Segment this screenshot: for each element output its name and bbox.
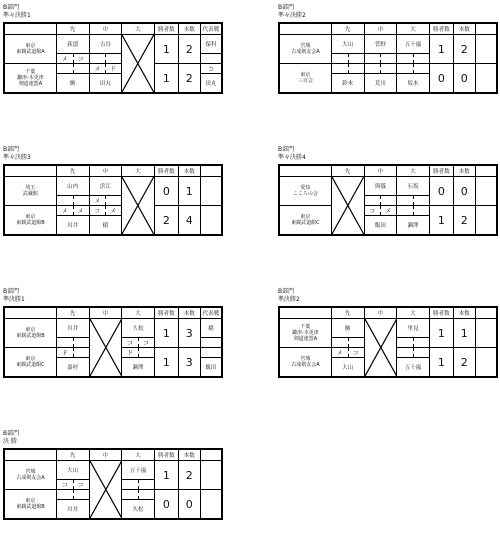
bracket-block bbox=[3, 288, 223, 378]
mark-row bbox=[4, 64, 222, 74]
mark-right bbox=[348, 64, 364, 73]
bracket-block bbox=[278, 4, 498, 94]
wins-count: 0 bbox=[154, 177, 178, 206]
bout-marks bbox=[397, 54, 430, 64]
mark-right: コ bbox=[352, 350, 359, 357]
mark-right bbox=[105, 54, 121, 63]
bout-marks bbox=[397, 348, 430, 358]
wins-count: 1 bbox=[154, 35, 178, 64]
team-name: 東京 東観武道館B bbox=[4, 490, 56, 520]
column-header: 大 bbox=[397, 23, 430, 35]
mark-right bbox=[138, 480, 154, 489]
rep-empty bbox=[475, 206, 497, 236]
column-header: 勝者数 bbox=[154, 165, 178, 177]
mark-left bbox=[365, 54, 382, 63]
mark-right bbox=[380, 64, 396, 73]
column-header: 勝者数 bbox=[154, 307, 178, 319]
no-bout-cross bbox=[89, 461, 122, 520]
round-label: 準々決勝2 bbox=[278, 12, 306, 19]
points-count: 0 bbox=[178, 490, 200, 520]
player-name: 荒川 bbox=[364, 74, 397, 94]
division-label: B部門 bbox=[278, 146, 295, 153]
rep-empty bbox=[475, 348, 497, 378]
header-corner bbox=[4, 165, 56, 177]
team-name: 愛知 こころの会 bbox=[279, 177, 331, 206]
player-name: 川井 bbox=[56, 216, 89, 236]
bout-table bbox=[3, 448, 223, 520]
mark-left bbox=[57, 64, 74, 73]
mark-right bbox=[380, 54, 396, 63]
column-header: 中 bbox=[89, 449, 122, 461]
mark-right bbox=[138, 348, 154, 357]
player-name: 久松 bbox=[122, 319, 155, 338]
team-name: 東京 東観武道館C bbox=[279, 206, 331, 236]
bout-table bbox=[278, 22, 498, 94]
bracket-block bbox=[278, 146, 498, 236]
mark-row bbox=[279, 206, 497, 216]
bout-marks bbox=[56, 490, 89, 500]
bout-marks bbox=[89, 196, 122, 206]
player-name: 荻漬 bbox=[56, 35, 89, 54]
bout-marks bbox=[89, 206, 122, 216]
column-header: 大 bbox=[397, 307, 430, 319]
mark-left bbox=[57, 490, 74, 499]
wins-count: 1 bbox=[429, 348, 453, 378]
player-name: 古谷 bbox=[89, 35, 122, 54]
bout-marks bbox=[56, 196, 89, 206]
points-count: 2 bbox=[178, 461, 200, 490]
rep-player: 稲 bbox=[200, 319, 222, 338]
bout-marks bbox=[364, 64, 397, 74]
team-row bbox=[4, 319, 222, 338]
mark-right bbox=[413, 54, 429, 63]
team-name: 東京 東観武道館B bbox=[4, 206, 56, 236]
bout-marks bbox=[397, 206, 430, 216]
points-count: 1 bbox=[178, 177, 200, 206]
mark-left bbox=[397, 338, 414, 347]
round-label: 準決勝1 bbox=[3, 296, 25, 303]
team-name: 埼玉 武蔵館 bbox=[4, 177, 56, 206]
mark-left bbox=[397, 54, 414, 63]
team-row bbox=[4, 461, 222, 480]
column-header: 代表戦 bbox=[200, 307, 222, 319]
mark-left: メ bbox=[57, 54, 74, 63]
column-header: 大 bbox=[397, 165, 430, 177]
player-name: 浜江 bbox=[89, 177, 122, 196]
mark-right: コ bbox=[77, 482, 84, 489]
mark-left: メ bbox=[90, 196, 107, 205]
player-name: 五十嵐 bbox=[397, 35, 430, 54]
player-name: 山内 bbox=[56, 177, 89, 196]
bout-marks bbox=[331, 54, 364, 64]
round-label: 決 勝 bbox=[3, 438, 17, 445]
mark-left: コ bbox=[57, 480, 74, 489]
points-count: 2 bbox=[178, 64, 200, 94]
round-label: 準決勝2 bbox=[278, 296, 300, 303]
player-name: 瀬澤 bbox=[122, 358, 155, 378]
wins-count: 0 bbox=[429, 177, 453, 206]
wins-count: 1 bbox=[154, 461, 178, 490]
bout-marks bbox=[122, 490, 155, 500]
team-row bbox=[279, 177, 497, 196]
points-count: 0 bbox=[453, 64, 475, 94]
mark-right bbox=[380, 196, 396, 205]
mark-left bbox=[397, 206, 414, 215]
no-bout-cross bbox=[364, 319, 397, 378]
rep-empty bbox=[200, 490, 222, 520]
bracket-block bbox=[3, 4, 223, 94]
round-label: 準々決勝3 bbox=[3, 154, 31, 161]
rep-empty bbox=[200, 177, 222, 206]
mark-right bbox=[413, 206, 429, 215]
wins-count: 2 bbox=[154, 206, 178, 236]
mark-left bbox=[365, 64, 382, 73]
mark-right bbox=[73, 196, 89, 205]
mark-left: コ bbox=[122, 338, 139, 347]
header-corner bbox=[4, 449, 56, 461]
team-row bbox=[4, 35, 222, 54]
rep-empty bbox=[475, 319, 497, 348]
bout-marks bbox=[56, 206, 89, 216]
mark-right: メ bbox=[77, 208, 84, 215]
rep-empty bbox=[200, 461, 222, 490]
no-bout-cross bbox=[331, 177, 364, 236]
column-header: 中 bbox=[364, 307, 397, 319]
column-header: 先 bbox=[331, 23, 364, 35]
team-name: 東京 東観武道館B bbox=[4, 319, 56, 348]
team-name: 東京 東観武道館A bbox=[4, 35, 56, 64]
mark-right bbox=[413, 64, 429, 73]
points-count: 3 bbox=[178, 348, 200, 378]
bracket-block bbox=[3, 146, 223, 236]
division-label: B部門 bbox=[3, 146, 20, 153]
rep-empty bbox=[475, 35, 497, 64]
rep-player: 飯田 bbox=[200, 358, 222, 378]
mark-right bbox=[348, 54, 364, 63]
column-header: 本数 bbox=[178, 23, 200, 35]
points-count: 3 bbox=[178, 319, 200, 348]
team-name: 宮城 古成剣友会A bbox=[4, 461, 56, 490]
no-bout-cross bbox=[89, 319, 122, 378]
bout-marks bbox=[364, 54, 397, 64]
column-header: 勝者数 bbox=[429, 307, 453, 319]
column-header: 勝者数 bbox=[154, 23, 178, 35]
division-label: B部門 bbox=[278, 288, 295, 295]
column-header: 代表戦 bbox=[200, 23, 222, 35]
mark-right bbox=[413, 196, 429, 205]
mark-right bbox=[413, 338, 429, 347]
column-header: 勝者数 bbox=[429, 23, 453, 35]
column-header: 中 bbox=[364, 165, 397, 177]
mark-row bbox=[279, 64, 497, 74]
column-header: 本数 bbox=[178, 165, 200, 177]
rep-mark: コ bbox=[200, 64, 222, 74]
header-corner bbox=[4, 307, 56, 319]
mark-right: コ bbox=[142, 340, 149, 347]
points-count: 2 bbox=[453, 348, 475, 378]
bout-marks bbox=[56, 348, 89, 358]
player-name: 大山 bbox=[56, 461, 89, 480]
points-count: 2 bbox=[178, 35, 200, 64]
mark-left bbox=[332, 64, 349, 73]
column-header bbox=[475, 23, 497, 35]
column-header: 勝者数 bbox=[154, 449, 178, 461]
player-name: 坂本 bbox=[397, 74, 430, 94]
header-corner bbox=[279, 23, 331, 35]
column-header: 本数 bbox=[453, 307, 475, 319]
column-header bbox=[200, 165, 222, 177]
points-count: 2 bbox=[453, 35, 475, 64]
mark-left: メ bbox=[57, 206, 74, 215]
column-header: 大 bbox=[122, 23, 155, 35]
player-name: 田丸 bbox=[89, 74, 122, 94]
mark-right: ド bbox=[110, 66, 117, 73]
mark-left: ド bbox=[57, 348, 74, 357]
bout-marks bbox=[397, 338, 430, 348]
mark-right bbox=[73, 490, 89, 499]
division-label: B部門 bbox=[3, 430, 20, 437]
player-name: 與儀 bbox=[364, 177, 397, 196]
no-bout-cross bbox=[122, 177, 155, 236]
bout-table bbox=[278, 306, 498, 378]
player-name: 石坂 bbox=[397, 177, 430, 196]
column-header: 勝者数 bbox=[429, 165, 453, 177]
mark-left: メ bbox=[332, 348, 349, 357]
mark-right: メ bbox=[385, 208, 392, 215]
points-count: 1 bbox=[453, 319, 475, 348]
column-header: 本数 bbox=[453, 165, 475, 177]
division-label: B部門 bbox=[278, 4, 295, 11]
column-header: 先 bbox=[56, 307, 89, 319]
mark-left bbox=[397, 196, 414, 205]
bout-marks bbox=[89, 64, 122, 74]
rep-player: 田丸 bbox=[200, 74, 222, 94]
division-label: B部門 bbox=[3, 288, 20, 295]
mark-left bbox=[122, 490, 139, 499]
player-name: 川井 bbox=[56, 319, 89, 338]
bracket-block bbox=[3, 430, 223, 520]
bout-marks bbox=[397, 64, 430, 74]
player-name: 稲 bbox=[89, 216, 122, 236]
column-header: 先 bbox=[56, 23, 89, 35]
column-header: 先 bbox=[56, 449, 89, 461]
bout-marks bbox=[364, 206, 397, 216]
no-bout-cross bbox=[122, 35, 155, 94]
mark-right bbox=[73, 64, 89, 73]
mark-right bbox=[105, 196, 121, 205]
bout-marks bbox=[331, 348, 364, 358]
header-corner bbox=[4, 23, 56, 35]
wins-count: 1 bbox=[429, 319, 453, 348]
column-header bbox=[475, 307, 497, 319]
mark-left bbox=[332, 54, 349, 63]
bout-table bbox=[3, 164, 223, 236]
mark-left bbox=[90, 54, 107, 63]
team-row bbox=[279, 35, 497, 54]
bout-marks bbox=[89, 54, 122, 64]
player-name: 鈴木 bbox=[331, 74, 364, 94]
player-name: 駒 bbox=[56, 74, 89, 94]
round-label: 準々決勝4 bbox=[278, 154, 306, 161]
points-count: 2 bbox=[453, 206, 475, 236]
player-name: 久松 bbox=[122, 500, 155, 520]
mark-right bbox=[73, 348, 89, 357]
rep-mark bbox=[200, 54, 222, 64]
column-header: 先 bbox=[331, 307, 364, 319]
column-header bbox=[200, 449, 222, 461]
mark-left: ド bbox=[122, 348, 139, 357]
wins-count: 1 bbox=[429, 35, 453, 64]
wins-count: 1 bbox=[429, 206, 453, 236]
bout-marks bbox=[122, 338, 155, 348]
team-name: 東京 三百会 bbox=[279, 64, 331, 94]
rep-player: 保科 bbox=[200, 35, 222, 54]
mark-right bbox=[73, 338, 89, 347]
round-label: 準々決勝1 bbox=[3, 12, 31, 19]
header-corner bbox=[279, 307, 331, 319]
mark-left bbox=[57, 196, 74, 205]
player-name: 五十嵐 bbox=[122, 461, 155, 480]
bout-marks bbox=[364, 196, 397, 206]
rep-empty bbox=[200, 206, 222, 236]
bout-table bbox=[3, 306, 223, 378]
division-label: B部門 bbox=[3, 4, 20, 11]
player-name: 大山 bbox=[331, 358, 364, 378]
bout-marks bbox=[331, 64, 364, 74]
player-name: 瀬澤 bbox=[397, 216, 430, 236]
wins-count: 1 bbox=[154, 348, 178, 378]
mark-left bbox=[397, 64, 414, 73]
bout-table bbox=[278, 164, 498, 236]
player-name: 嘉村 bbox=[56, 358, 89, 378]
mark-right: コ bbox=[77, 56, 84, 63]
bout-marks bbox=[56, 480, 89, 490]
team-name: 宮城 古成剣友会A bbox=[279, 348, 331, 378]
bout-marks bbox=[122, 480, 155, 490]
rep-mark bbox=[200, 338, 222, 348]
bout-marks bbox=[56, 338, 89, 348]
mark-right bbox=[138, 490, 154, 499]
mark-left: コ bbox=[90, 206, 107, 215]
team-row bbox=[279, 319, 497, 338]
team-name: 千葉 鎌津-木更津 剣道連盟A bbox=[279, 319, 331, 348]
bout-marks bbox=[56, 64, 89, 74]
team-name: 東京 東観武道館C bbox=[4, 348, 56, 378]
column-header: 中 bbox=[364, 23, 397, 35]
player-name: 川井 bbox=[56, 500, 89, 520]
mark-right bbox=[348, 338, 364, 347]
player-name: 菅野 bbox=[364, 35, 397, 54]
wins-count: 1 bbox=[154, 319, 178, 348]
column-header: 中 bbox=[89, 23, 122, 35]
column-header: 大 bbox=[122, 307, 155, 319]
mark-right: メ bbox=[110, 208, 117, 215]
player-name: 飯田 bbox=[364, 216, 397, 236]
mark-left bbox=[332, 338, 349, 347]
column-header: 先 bbox=[56, 165, 89, 177]
rep-empty bbox=[475, 64, 497, 94]
player-name: 五十嵐 bbox=[397, 358, 430, 378]
points-count: 4 bbox=[178, 206, 200, 236]
player-name: 里見 bbox=[397, 319, 430, 338]
wins-count: 0 bbox=[429, 64, 453, 94]
rep-empty bbox=[475, 177, 497, 206]
mark-left bbox=[122, 480, 139, 489]
points-count: 0 bbox=[453, 177, 475, 206]
column-header: 大 bbox=[122, 165, 155, 177]
column-header: 中 bbox=[89, 307, 122, 319]
mark-left: コ bbox=[365, 206, 382, 215]
player-name: 駒 bbox=[331, 319, 364, 338]
wins-count: 1 bbox=[154, 64, 178, 94]
mark-left: メ bbox=[90, 64, 107, 73]
column-header: 本数 bbox=[178, 449, 200, 461]
team-row bbox=[4, 177, 222, 196]
team-name: 宮城 古成剣友会A bbox=[279, 35, 331, 64]
column-header: 大 bbox=[122, 449, 155, 461]
column-header: 本数 bbox=[178, 307, 200, 319]
mark-right bbox=[413, 348, 429, 357]
column-header: 先 bbox=[331, 165, 364, 177]
team-name: 千葉 鎌津-木更津 剣道連盟A bbox=[4, 64, 56, 94]
column-header: 中 bbox=[89, 165, 122, 177]
mark-row bbox=[4, 206, 222, 216]
wins-count: 0 bbox=[154, 490, 178, 520]
rep-mark bbox=[200, 348, 222, 358]
header-corner bbox=[279, 165, 331, 177]
column-header bbox=[475, 165, 497, 177]
bout-table bbox=[3, 22, 223, 94]
bout-marks bbox=[397, 196, 430, 206]
bout-marks bbox=[56, 54, 89, 64]
bout-marks bbox=[122, 348, 155, 358]
mark-left bbox=[57, 338, 74, 347]
column-header: 本数 bbox=[453, 23, 475, 35]
player-name: 大山 bbox=[331, 35, 364, 54]
mark-left bbox=[365, 196, 382, 205]
mark-left bbox=[397, 348, 414, 357]
bout-marks bbox=[331, 338, 364, 348]
bracket-block bbox=[278, 288, 498, 378]
